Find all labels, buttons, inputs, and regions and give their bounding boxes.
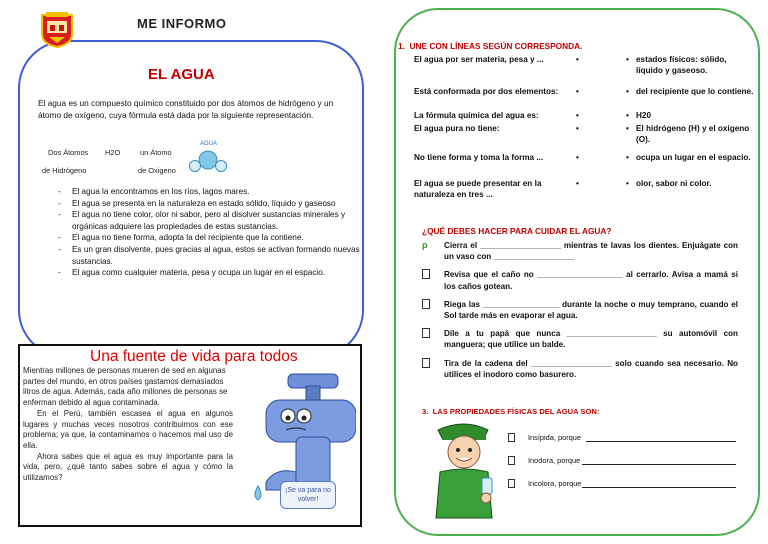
checkbox-icon — [422, 269, 430, 279]
property-row — [508, 478, 748, 501]
list-item: - El agua no tiene color, olor ni sabor, pero al disolver sustancias minerales y orgánicas adquiere las propiedades de estas sustancias. — [58, 209, 360, 232]
match-right: del recipiente que lo contiene. — [636, 87, 754, 96]
answer-line[interactable] — [582, 464, 736, 465]
checkbox-icon — [422, 299, 430, 309]
match-row: La fórmula química del agua es: • • H20 — [414, 111, 754, 124]
property-label: Inodora, porque — [528, 456, 581, 465]
formula-label: de Oxigeno — [138, 166, 176, 175]
list-item: Riega las _________________ durante la noche o muy temprano, cuando el Sol tarde más en evaporar el agua. — [422, 299, 738, 321]
exercise-1-title: 1. UNE CON LÍNEAS SEGÚN CORRESPONDA. — [398, 41, 583, 51]
list-item: Revisa que el caño no ___________________ al cerrarlo. Avisa a mamá si los caños gotean. — [422, 269, 738, 291]
match-left: La fórmula química del agua es: — [414, 111, 539, 120]
list-item: - El agua como cualquier materia, pesa y ocupa un lugar en el espacio. — [58, 267, 360, 279]
water-facts-list — [58, 186, 360, 279]
bullet-icon: ρ — [422, 240, 428, 250]
reading-title: Una fuente de vida para todos — [90, 348, 298, 365]
match-row: No tiene forma y toma la forma ... • • ocupa un lugar en el espacio. — [414, 153, 754, 179]
reading-text — [23, 366, 233, 484]
list-item: - El agua se presenta en la naturaleza en estado sólido, líquido y gaseoso — [58, 198, 360, 210]
match-right: El hidrógeno (H) y el oxígeno (O). — [636, 124, 750, 144]
match-left: El agua se puede presentar en la naturaleza en tres ... — [414, 179, 542, 199]
list-item: Tira de la cadena del __________________ solo cuando sea necesario. No utilices el inodoro como basurero. — [422, 358, 738, 380]
exercise-2-title: ¿QUÉ DEBES HACER PARA CUIDAR EL AGUA? — [422, 226, 612, 236]
match-row: Está conformada por dos elementos: • • del recipiente que lo contiene. — [414, 87, 754, 96]
list-item: - Es un gran disolvente, pues gracias al agua, estos se activan formando nuevas sustancias. — [58, 244, 360, 267]
matching-exercise — [414, 55, 754, 203]
match-left: El agua por ser materia, pesa y ... — [414, 55, 544, 64]
match-left: El agua pura no tiene: — [414, 124, 500, 133]
property-label: Insípida, porque — [528, 433, 582, 442]
physical-properties-exercise — [508, 432, 748, 501]
page-title: ME INFORMO — [137, 16, 227, 31]
checkbox-icon — [422, 328, 430, 338]
water-formula-illustration — [38, 141, 278, 180]
formula-label: H2O — [105, 148, 121, 157]
checkbox-icon — [508, 433, 515, 442]
match-row: El agua se puede presentar en la naturaleza en tres ... • • olor, sabor ni color. — [414, 179, 754, 203]
checkbox-icon — [508, 456, 515, 465]
section-heading: EL AGUA — [148, 66, 215, 83]
property-row — [508, 432, 748, 455]
property-row — [508, 455, 748, 478]
match-row: El agua pura no tiene: • • El hidrógeno (H) y el oxígeno (O). — [414, 124, 754, 153]
formula-label: Dos Átomos — [48, 148, 89, 157]
intro-paragraph: El agua es un compuesto químico constituido por dos átomos de hidrógeno y un átomo de oxígeno, cuya fórmula está dada por la siguiente representación. — [38, 98, 334, 120]
formula-label: un Átomo — [140, 148, 172, 157]
answer-line[interactable] — [582, 487, 736, 488]
match-left: No tiene forma y toma la forma ... — [414, 153, 544, 162]
list-item: ρ Cierra el __________________ mientras te lavas los dientes. Enjuágate con un vaso con __________________ — [422, 240, 738, 262]
water-care-exercise — [422, 240, 738, 387]
reading-paragraph: En el Perú, también escasea el agua en algunos lugares y muchas veces nosotros contribuimos con ese problema; ya que, la contaminamos o hacemos mal uso de ella. — [23, 408, 233, 450]
match-right: H20 — [636, 111, 652, 120]
exercise-3-title: 3. LAS PROPIEDADES FÍSICAS DEL AGUA SON: — [422, 407, 600, 416]
boy-with-glass-illustration — [428, 420, 500, 522]
match-right: ocupa un lugar en el espacio. — [636, 153, 751, 162]
match-left: Está conformada por dos elementos: — [414, 87, 559, 96]
school-crest-logo — [40, 12, 74, 48]
checkbox-icon — [422, 358, 430, 368]
list-item: Dile a tu papá que nunca ____________________ su automóvil con manguera; que utilice un balde. — [422, 328, 738, 350]
reading-paragraph: Mientras millones de personas mueren de sed en algunas partes del mundo, en otros países gastamos demasiados litros de agua. Además, cada año millones de personas se enferman debido al agua contaminada. — [23, 366, 228, 408]
property-label: Incolora, porque — [528, 479, 582, 488]
list-item: - El agua no tiene forma, adopta la del recipiente que la contiene. — [58, 232, 360, 244]
match-row: El agua por ser materia, pesa y ... • • estados físicos: sólido, líquido y gaseoso. — [414, 55, 754, 87]
formula-label: de Hidrógeno — [42, 166, 87, 175]
list-item: - El agua la encontramos en los ríos, lagos mares. — [58, 186, 360, 198]
match-right: estados físicos: sólido, líquido y gaseoso. — [636, 55, 727, 75]
speech-bubble: ¡Se va para no volver! — [280, 481, 336, 509]
reading-paragraph: Ahora sabes que el agua es muy importante para la vida, pero, ¿qué tanto sabes sobre el agua y cómo la utilizamos? — [23, 451, 233, 483]
answer-line[interactable] — [586, 441, 736, 442]
water-molecule-icon — [180, 138, 236, 176]
checkbox-icon — [508, 479, 515, 488]
svg-text:AGUA: AGUA — [200, 141, 218, 147]
match-right: olor, sabor ni color. — [636, 179, 712, 188]
